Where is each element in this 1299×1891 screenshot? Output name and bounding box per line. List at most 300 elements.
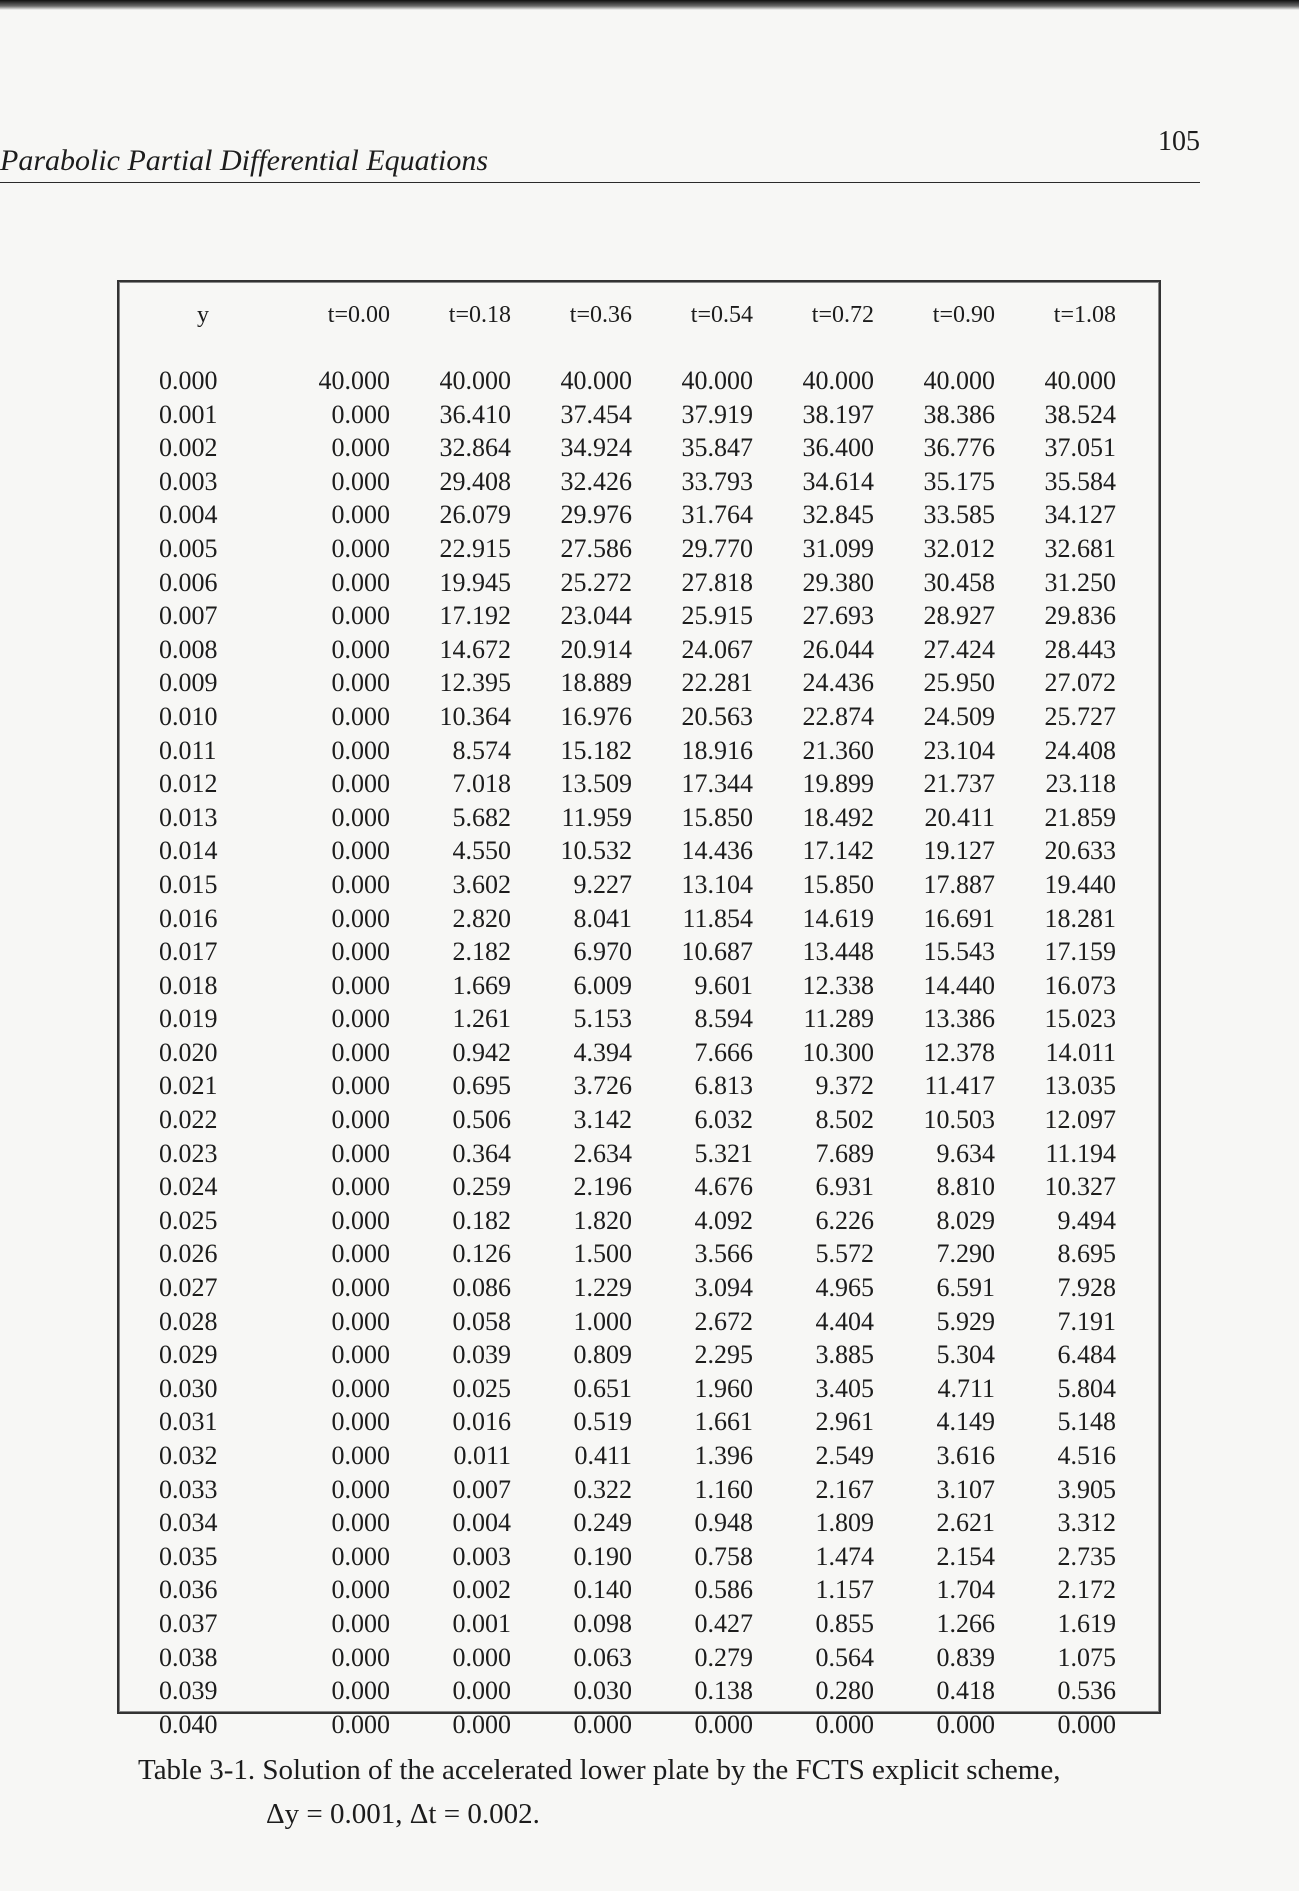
cell-value: 0.030 bbox=[573, 1676, 632, 1706]
cell-value: 0.000 bbox=[694, 1709, 753, 1739]
cell-value: 2.672 bbox=[694, 1306, 753, 1336]
table-row bbox=[159, 364, 1116, 398]
cell-value: 11.417 bbox=[924, 1071, 995, 1101]
cell-value: 7.689 bbox=[815, 1138, 874, 1168]
cell-y: 0.019 bbox=[159, 1004, 218, 1034]
cell-value: 35.175 bbox=[923, 466, 995, 496]
cell-value: 13.448 bbox=[802, 937, 874, 967]
cell-value: 15.182 bbox=[560, 735, 632, 765]
cell-value: 31.250 bbox=[1044, 567, 1116, 597]
cell-value: 3.094 bbox=[694, 1273, 753, 1303]
cell-value: 7.018 bbox=[452, 769, 511, 799]
cell-value: 23.118 bbox=[1045, 769, 1116, 799]
cell-value: 36.400 bbox=[802, 433, 874, 463]
table-row bbox=[159, 1237, 1116, 1271]
cell-value: 0.000 bbox=[331, 1508, 390, 1538]
cell-value: 0.855 bbox=[815, 1608, 874, 1638]
table-row bbox=[159, 1271, 1116, 1305]
cell-value: 5.929 bbox=[936, 1306, 995, 1336]
cell-value: 2.167 bbox=[815, 1474, 874, 1504]
cell-value: 0.000 bbox=[1057, 1709, 1116, 1739]
table-row bbox=[159, 1473, 1116, 1507]
cell-value: 34.614 bbox=[802, 466, 874, 496]
cell-value: 2.295 bbox=[694, 1340, 753, 1370]
table-row bbox=[159, 969, 1116, 1003]
cell-value: 0.000 bbox=[331, 1037, 390, 1067]
cell-value: 0.140 bbox=[573, 1575, 632, 1605]
cell-value: 10.532 bbox=[560, 836, 632, 866]
cell-value: 17.192 bbox=[439, 601, 511, 631]
cell-value: 25.915 bbox=[681, 601, 753, 631]
table-row bbox=[159, 1069, 1116, 1103]
cell-value: 23.104 bbox=[923, 735, 995, 765]
cell-value: 0.058 bbox=[452, 1306, 511, 1336]
cell-value: 8.594 bbox=[694, 1004, 753, 1034]
table-row bbox=[159, 1674, 1116, 1708]
cell-value: 15.850 bbox=[802, 869, 874, 899]
cell-y: 0.025 bbox=[159, 1205, 218, 1235]
cell-y: 0.001 bbox=[159, 399, 218, 429]
cell-value: 25.272 bbox=[560, 567, 632, 597]
cell-value: 0.000 bbox=[331, 1105, 390, 1135]
cell-value: 32.426 bbox=[560, 466, 632, 496]
cell-value: 2.634 bbox=[573, 1138, 632, 1168]
cell-value: 0.000 bbox=[331, 1306, 390, 1336]
cell-y: 0.002 bbox=[159, 433, 218, 463]
cell-value: 18.281 bbox=[1044, 903, 1116, 933]
cell-value: 2.961 bbox=[815, 1407, 874, 1437]
cell-value: 0.000 bbox=[331, 769, 390, 799]
cell-value: 1.160 bbox=[694, 1474, 753, 1504]
cell-value: 0.190 bbox=[573, 1541, 632, 1571]
cell-value: 0.000 bbox=[331, 1407, 390, 1437]
cell-value: 0.000 bbox=[331, 735, 390, 765]
cell-value: 0.000 bbox=[331, 836, 390, 866]
cell-value: 6.970 bbox=[573, 937, 632, 967]
cell-value: 12.097 bbox=[1044, 1105, 1116, 1135]
cell-value: 8.041 bbox=[573, 903, 632, 933]
cell-value: 0.000 bbox=[331, 601, 390, 631]
cell-value: 8.574 bbox=[452, 735, 511, 765]
table-row bbox=[159, 1170, 1116, 1204]
table-row bbox=[159, 1338, 1116, 1372]
cell-value: 40.000 bbox=[439, 366, 511, 395]
column-header-t: t=0.90 bbox=[932, 302, 995, 328]
cell-value: 29.770 bbox=[681, 533, 753, 563]
cell-value: 1.809 bbox=[815, 1508, 874, 1538]
cell-value: 6.591 bbox=[936, 1273, 995, 1303]
cell-value: 10.327 bbox=[1044, 1172, 1116, 1202]
column-header-t: t=1.08 bbox=[1053, 302, 1116, 328]
cell-value: 6.931 bbox=[815, 1172, 874, 1202]
cell-value: 37.051 bbox=[1044, 433, 1116, 463]
cell-value: 32.845 bbox=[802, 500, 874, 530]
cell-value: 38.386 bbox=[923, 399, 995, 429]
cell-value: 13.035 bbox=[1044, 1071, 1116, 1101]
cell-value: 22.874 bbox=[802, 701, 874, 731]
cell-value: 0.000 bbox=[331, 668, 390, 698]
column-header-t: t=0.54 bbox=[690, 302, 753, 328]
cell-value: 0.249 bbox=[573, 1508, 632, 1538]
cell-y: 0.008 bbox=[159, 634, 218, 664]
cell-value: 3.405 bbox=[815, 1373, 874, 1403]
cell-value: 2.172 bbox=[1057, 1575, 1116, 1605]
cell-value: 33.585 bbox=[923, 500, 995, 530]
table-row bbox=[159, 801, 1116, 835]
cell-value: 0.758 bbox=[694, 1541, 753, 1571]
cell-y: 0.024 bbox=[159, 1172, 218, 1202]
table-row bbox=[159, 1137, 1116, 1171]
cell-y: 0.040 bbox=[159, 1709, 218, 1739]
cell-value: 0.016 bbox=[452, 1407, 511, 1437]
cell-value: 6.226 bbox=[815, 1205, 874, 1235]
cell-value: 0.000 bbox=[331, 970, 390, 1000]
cell-value: 15.850 bbox=[681, 802, 753, 832]
column-header-t: t=0.36 bbox=[569, 302, 632, 328]
cell-value: 0.259 bbox=[452, 1172, 511, 1202]
table-row bbox=[159, 935, 1116, 969]
cell-value: 16.691 bbox=[923, 903, 995, 933]
cell-value: 3.566 bbox=[694, 1239, 753, 1269]
cell-value: 0.000 bbox=[331, 1441, 390, 1470]
cell-value: 32.864 bbox=[439, 433, 511, 463]
cell-value: 4.965 bbox=[815, 1273, 874, 1303]
cell-value: 11.289 bbox=[803, 1004, 874, 1034]
cell-value: 9.227 bbox=[573, 869, 632, 899]
cell-value: 22.915 bbox=[439, 533, 511, 563]
cell-value: 7.666 bbox=[694, 1037, 753, 1067]
table-row bbox=[159, 465, 1116, 499]
cell-value: 6.813 bbox=[694, 1071, 753, 1101]
cell-value: 10.503 bbox=[923, 1105, 995, 1135]
cell-value: 0.519 bbox=[573, 1407, 632, 1437]
cell-value: 1.704 bbox=[936, 1575, 995, 1605]
cell-y: 0.017 bbox=[159, 937, 218, 967]
cell-y: 0.034 bbox=[159, 1508, 218, 1538]
cell-value: 3.726 bbox=[573, 1071, 632, 1101]
running-head bbox=[0, 126, 1200, 183]
cell-value: 28.927 bbox=[923, 601, 995, 631]
solution-table bbox=[159, 296, 1116, 1741]
cell-value: 0.000 bbox=[452, 1642, 511, 1672]
cell-value: 0.564 bbox=[815, 1642, 874, 1672]
cell-y: 0.035 bbox=[159, 1541, 218, 1571]
cell-value: 4.394 bbox=[573, 1037, 632, 1067]
cell-value: 35.584 bbox=[1044, 466, 1116, 496]
cell-value: 16.073 bbox=[1044, 970, 1116, 1000]
cell-value: 35.847 bbox=[681, 433, 753, 463]
cell-y: 0.031 bbox=[159, 1407, 218, 1437]
cell-value: 0.364 bbox=[452, 1138, 511, 1168]
cell-value: 0.011 bbox=[453, 1441, 511, 1470]
cell-y: 0.006 bbox=[159, 567, 218, 597]
cell-value: 3.616 bbox=[936, 1441, 995, 1470]
cell-value: 19.945 bbox=[439, 567, 511, 597]
cell-value: 23.044 bbox=[560, 601, 632, 631]
cell-value: 4.676 bbox=[694, 1172, 753, 1202]
cell-value: 0.000 bbox=[331, 869, 390, 899]
cell-value: 0.000 bbox=[331, 1575, 390, 1605]
cell-value: 2.621 bbox=[936, 1508, 995, 1538]
cell-value: 2.820 bbox=[452, 903, 511, 933]
cell-value: 5.572 bbox=[815, 1239, 874, 1269]
cell-value: 0.942 bbox=[452, 1037, 511, 1067]
cell-value: 0.000 bbox=[331, 1608, 390, 1638]
cell-value: 3.142 bbox=[573, 1105, 632, 1135]
cell-value: 27.586 bbox=[560, 533, 632, 563]
cell-value: 13.509 bbox=[560, 769, 632, 799]
table-row bbox=[159, 1405, 1116, 1439]
cell-y: 0.004 bbox=[159, 500, 218, 530]
cell-value: 33.793 bbox=[681, 466, 753, 496]
cell-value: 14.011 bbox=[1045, 1037, 1116, 1067]
cell-value: 2.154 bbox=[936, 1541, 995, 1571]
cell-value: 40.000 bbox=[560, 366, 632, 395]
table-row bbox=[159, 1036, 1116, 1070]
cell-value: 19.127 bbox=[923, 836, 995, 866]
column-header-t: t=0.18 bbox=[448, 302, 511, 328]
cell-value: 7.191 bbox=[1057, 1306, 1116, 1336]
cell-value: 1.661 bbox=[694, 1407, 753, 1437]
table-row bbox=[159, 566, 1116, 600]
cell-value: 29.408 bbox=[439, 466, 511, 496]
cell-value: 6.032 bbox=[694, 1105, 753, 1135]
table-row bbox=[159, 666, 1116, 700]
cell-value: 1.266 bbox=[936, 1608, 995, 1638]
cell-value: 0.695 bbox=[452, 1071, 511, 1101]
cell-value: 0.039 bbox=[452, 1340, 511, 1370]
cell-value: 18.889 bbox=[560, 668, 632, 698]
cell-y: 0.018 bbox=[159, 970, 218, 1000]
cell-value: 0.063 bbox=[573, 1642, 632, 1672]
cell-y: 0.021 bbox=[159, 1071, 218, 1101]
cell-value: 0.000 bbox=[331, 634, 390, 664]
cell-y: 0.030 bbox=[159, 1373, 218, 1403]
cell-value: 14.440 bbox=[923, 970, 995, 1000]
cell-value: 37.919 bbox=[681, 399, 753, 429]
cell-value: 18.916 bbox=[681, 735, 753, 765]
cell-y: 0.033 bbox=[159, 1474, 218, 1504]
cell-value: 29.976 bbox=[560, 500, 632, 530]
caption-line-2: Δy = 0.001, Δt = 0.002. bbox=[266, 1798, 540, 1830]
cell-y: 0.005 bbox=[159, 533, 218, 563]
cell-value: 15.543 bbox=[923, 937, 995, 967]
cell-y: 0.036 bbox=[159, 1575, 218, 1605]
table-row bbox=[159, 1372, 1116, 1406]
cell-value: 1.157 bbox=[815, 1575, 874, 1605]
cell-y: 0.015 bbox=[159, 869, 218, 899]
cell-value: 36.776 bbox=[923, 433, 995, 463]
cell-y: 0.016 bbox=[159, 903, 218, 933]
cell-value: 0.000 bbox=[452, 1709, 511, 1739]
cell-value: 6.484 bbox=[1057, 1340, 1116, 1370]
cell-value: 0.000 bbox=[331, 533, 390, 563]
cell-y: 0.027 bbox=[159, 1273, 218, 1303]
cell-value: 4.516 bbox=[1057, 1441, 1116, 1470]
cell-value: 0.182 bbox=[452, 1205, 511, 1235]
cell-value: 3.107 bbox=[936, 1474, 995, 1504]
cell-value: 3.312 bbox=[1057, 1508, 1116, 1538]
column-header-t: t=0.72 bbox=[811, 302, 874, 328]
cell-value: 12.395 bbox=[439, 668, 511, 698]
cell-value: 10.364 bbox=[439, 701, 511, 731]
cell-value: 31.099 bbox=[802, 533, 874, 563]
cell-value: 13.104 bbox=[681, 869, 753, 899]
cell-value: 0.002 bbox=[452, 1575, 511, 1605]
cell-value: 0.000 bbox=[331, 1709, 390, 1739]
cell-value: 0.000 bbox=[331, 937, 390, 967]
cell-y: 0.000 bbox=[159, 366, 218, 395]
running-title: Parabolic Partial Differential Equations bbox=[0, 144, 489, 177]
cell-y: 0.026 bbox=[159, 1239, 218, 1269]
cell-value: 22.281 bbox=[681, 668, 753, 698]
cell-value: 0.098 bbox=[573, 1608, 632, 1638]
table-row bbox=[159, 1708, 1116, 1742]
cell-value: 5.304 bbox=[936, 1340, 995, 1370]
cell-value: 1.669 bbox=[452, 970, 511, 1000]
table-row bbox=[159, 1103, 1116, 1137]
cell-value: 9.634 bbox=[936, 1138, 995, 1168]
cell-y: 0.022 bbox=[159, 1105, 218, 1135]
cell-value: 0.839 bbox=[936, 1642, 995, 1672]
table-row bbox=[159, 868, 1116, 902]
cell-value: 38.524 bbox=[1044, 399, 1116, 429]
cell-value: 38.197 bbox=[802, 399, 874, 429]
cell-value: 19.899 bbox=[802, 769, 874, 799]
cell-value: 1.075 bbox=[1057, 1642, 1116, 1672]
cell-value: 1.474 bbox=[815, 1541, 874, 1571]
cell-value: 10.687 bbox=[681, 937, 753, 967]
cell-value: 2.196 bbox=[573, 1172, 632, 1202]
cell-value: 20.914 bbox=[560, 634, 632, 664]
table-row bbox=[159, 1641, 1116, 1675]
table-row bbox=[159, 1305, 1116, 1339]
cell-value: 21.360 bbox=[802, 735, 874, 765]
cell-value: 0.322 bbox=[573, 1474, 632, 1504]
cell-value: 0.418 bbox=[936, 1676, 995, 1706]
cell-value: 28.443 bbox=[1044, 634, 1116, 664]
table-row bbox=[159, 700, 1116, 734]
cell-value: 8.502 bbox=[815, 1105, 874, 1135]
table-caption bbox=[138, 1748, 1198, 1836]
cell-value: 0.506 bbox=[452, 1105, 511, 1135]
table-row bbox=[159, 1607, 1116, 1641]
table-row bbox=[159, 398, 1116, 432]
cell-value: 14.619 bbox=[802, 903, 874, 933]
table-row bbox=[159, 1204, 1116, 1238]
cell-value: 0.000 bbox=[331, 1205, 390, 1235]
cell-value: 11.854 bbox=[682, 903, 753, 933]
cell-value: 17.159 bbox=[1044, 937, 1116, 967]
cell-value: 27.693 bbox=[802, 601, 874, 631]
cell-value: 0.003 bbox=[452, 1541, 511, 1571]
cell-value: 27.072 bbox=[1044, 668, 1116, 698]
cell-value: 0.000 bbox=[331, 802, 390, 832]
cell-y: 0.028 bbox=[159, 1306, 218, 1336]
column-header-t: t=0.00 bbox=[327, 302, 390, 328]
cell-y: 0.010 bbox=[159, 701, 218, 731]
cell-value: 34.127 bbox=[1044, 500, 1116, 530]
cell-value: 0.000 bbox=[331, 1676, 390, 1706]
table-row bbox=[159, 767, 1116, 801]
cell-value: 6.009 bbox=[573, 970, 632, 1000]
cell-value: 31.764 bbox=[681, 500, 753, 530]
cell-value: 3.885 bbox=[815, 1340, 874, 1370]
cell-value: 0.000 bbox=[815, 1709, 874, 1739]
cell-value: 11.194 bbox=[1045, 1138, 1116, 1168]
cell-value: 40.000 bbox=[681, 366, 753, 395]
cell-value: 0.000 bbox=[331, 1541, 390, 1571]
cell-value: 9.601 bbox=[694, 970, 753, 1000]
cell-value: 12.338 bbox=[802, 970, 874, 1000]
cell-y: 0.032 bbox=[159, 1441, 218, 1470]
cell-value: 1.960 bbox=[694, 1373, 753, 1403]
cell-value: 5.153 bbox=[573, 1004, 632, 1034]
cell-value: 36.410 bbox=[439, 399, 511, 429]
cell-y: 0.038 bbox=[159, 1642, 218, 1672]
table-row bbox=[159, 532, 1116, 566]
cell-value: 2.735 bbox=[1057, 1541, 1116, 1571]
cell-value: 4.550 bbox=[452, 836, 511, 866]
cell-value: 0.000 bbox=[331, 1004, 390, 1034]
cell-value: 30.458 bbox=[923, 567, 995, 597]
cell-y: 0.037 bbox=[159, 1608, 218, 1638]
cell-value: 21.737 bbox=[923, 769, 995, 799]
cell-value: 0.000 bbox=[331, 567, 390, 597]
cell-value: 0.001 bbox=[452, 1608, 511, 1638]
cell-value: 8.029 bbox=[936, 1205, 995, 1235]
caption-line-1: Table 3-1. Solution of the accelerated lower plate by the FCTS explicit scheme, bbox=[138, 1754, 1061, 1786]
cell-value: 0.007 bbox=[452, 1474, 511, 1504]
cell-value: 24.509 bbox=[923, 701, 995, 731]
cell-value: 20.633 bbox=[1044, 836, 1116, 866]
cell-value: 40.000 bbox=[1044, 366, 1116, 395]
cell-value: 0.651 bbox=[573, 1373, 632, 1403]
page-top-edge bbox=[0, 0, 1299, 10]
cell-value: 9.494 bbox=[1057, 1205, 1116, 1235]
cell-value: 4.404 bbox=[815, 1306, 874, 1336]
cell-value: 0.000 bbox=[331, 1373, 390, 1403]
cell-value: 3.602 bbox=[452, 869, 511, 899]
cell-value: 8.695 bbox=[1057, 1239, 1116, 1269]
cell-value: 0.126 bbox=[452, 1239, 511, 1269]
cell-value: 29.836 bbox=[1044, 601, 1116, 631]
cell-value: 24.408 bbox=[1044, 735, 1116, 765]
cell-value: 27.424 bbox=[923, 634, 995, 664]
cell-value: 17.887 bbox=[923, 869, 995, 899]
cell-value: 2.549 bbox=[815, 1441, 874, 1470]
table-row bbox=[159, 1506, 1116, 1540]
cell-value: 21.859 bbox=[1044, 802, 1116, 832]
cell-value: 0.000 bbox=[331, 1239, 390, 1269]
table-row bbox=[159, 431, 1116, 465]
cell-value: 20.411 bbox=[924, 802, 995, 832]
table-row bbox=[159, 1573, 1116, 1607]
cell-y: 0.029 bbox=[159, 1340, 218, 1370]
page-number: 105 bbox=[1158, 126, 1200, 157]
cell-value: 7.290 bbox=[936, 1239, 995, 1269]
cell-value: 0.000 bbox=[331, 1273, 390, 1303]
cell-y: 0.023 bbox=[159, 1138, 218, 1168]
cell-value: 0.086 bbox=[452, 1273, 511, 1303]
cell-value: 40.000 bbox=[923, 366, 995, 395]
cell-value: 0.000 bbox=[331, 466, 390, 496]
cell-value: 17.344 bbox=[681, 769, 753, 799]
cell-value: 0.000 bbox=[573, 1709, 632, 1739]
cell-value: 25.950 bbox=[923, 668, 995, 698]
cell-value: 25.727 bbox=[1044, 701, 1116, 731]
cell-y: 0.013 bbox=[159, 802, 218, 832]
